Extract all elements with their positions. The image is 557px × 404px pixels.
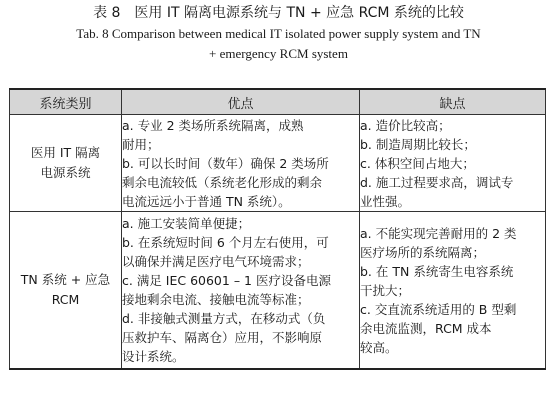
pros-line: c. 满足 IEC 60601 – 1 医疗设备电源 bbox=[122, 273, 331, 288]
table-row bbox=[10, 212, 546, 370]
cons-cell bbox=[360, 115, 546, 212]
cons-line: b. 制造周期比较长； bbox=[360, 136, 476, 152]
pros-line: 耐用； bbox=[122, 136, 160, 152]
table-header-row bbox=[10, 89, 546, 115]
category-line: 医用 IT 隔离 bbox=[30, 145, 101, 160]
comparison-table bbox=[9, 88, 546, 370]
pros-cell bbox=[122, 115, 360, 212]
table-caption-en-line-1: Tab. 8 Comparison between medical IT isolated power supply system and TN bbox=[76, 26, 481, 41]
cons-line: c. 体积空间占地大； bbox=[360, 155, 475, 171]
pros-line: 以确保并满足医疗电气环境需求； bbox=[122, 254, 310, 269]
category-line: RCM bbox=[51, 292, 80, 307]
table-caption-en bbox=[0, 24, 557, 64]
pros-line: 剩余电流较低（系统老化形成的剩余 bbox=[122, 174, 323, 190]
cons-line: 医疗场所的系统隔离； bbox=[360, 244, 486, 260]
cons-cell bbox=[360, 212, 546, 370]
pros-line: 电流远远小于普通 TN 系统）。 bbox=[122, 193, 291, 209]
category-cell bbox=[10, 115, 122, 212]
cons-line: 业性强。 bbox=[360, 193, 411, 209]
pros-line: a. 专业 2 类场所系统隔离，成熟 bbox=[122, 117, 304, 133]
cons-line: d. 施工过程要求高，调试专 bbox=[360, 174, 514, 190]
header-category: 系统类别 bbox=[10, 89, 122, 115]
pros-cell bbox=[122, 212, 360, 370]
table-caption-cn: 表 8 医用 IT 隔离电源系统与 TN + 应急 RCM 系统的比较 bbox=[93, 5, 464, 21]
category-cell bbox=[10, 212, 122, 370]
cons-line: a. 造价比较高； bbox=[360, 117, 451, 133]
pros-line: b. 在系统短时间 6 个月左右使用，可 bbox=[122, 235, 329, 250]
cons-line: 余电流监测，RCM 成本 bbox=[360, 320, 492, 336]
cons-line: c. 交直流系统适用的 B 型剩 bbox=[360, 301, 517, 317]
pros-line: 接地剩余电流、接触电流等标准； bbox=[122, 292, 310, 307]
cons-line: 较高。 bbox=[360, 339, 398, 355]
pros-line: a. 施工安装简单便捷； bbox=[122, 216, 251, 231]
pros-line: d. 非接触式测量方式，在移动式（负 bbox=[122, 311, 326, 326]
category-line: 电源系统 bbox=[40, 165, 91, 180]
table-row bbox=[10, 115, 546, 212]
table-caption-en-line-2: + emergency RCM system bbox=[209, 46, 348, 61]
pros-line: 压救护车、隔离仓）应用，不影响原 bbox=[122, 330, 323, 345]
pros-line: b. 可以长时间（数年）确保 2 类场所 bbox=[122, 155, 329, 171]
pros-line: 设计系统。 bbox=[122, 349, 185, 364]
cons-line: b. 在 TN 系统寄生电容系统 bbox=[360, 263, 514, 279]
cons-line: a. 不能实现完善耐用的 2 类 bbox=[360, 225, 517, 241]
category-line: TN 系统 + 应急 bbox=[20, 272, 111, 287]
header-pros: 优点 bbox=[122, 89, 360, 115]
header-cons: 缺点 bbox=[360, 89, 546, 115]
cons-line: 干扰大； bbox=[360, 282, 411, 298]
